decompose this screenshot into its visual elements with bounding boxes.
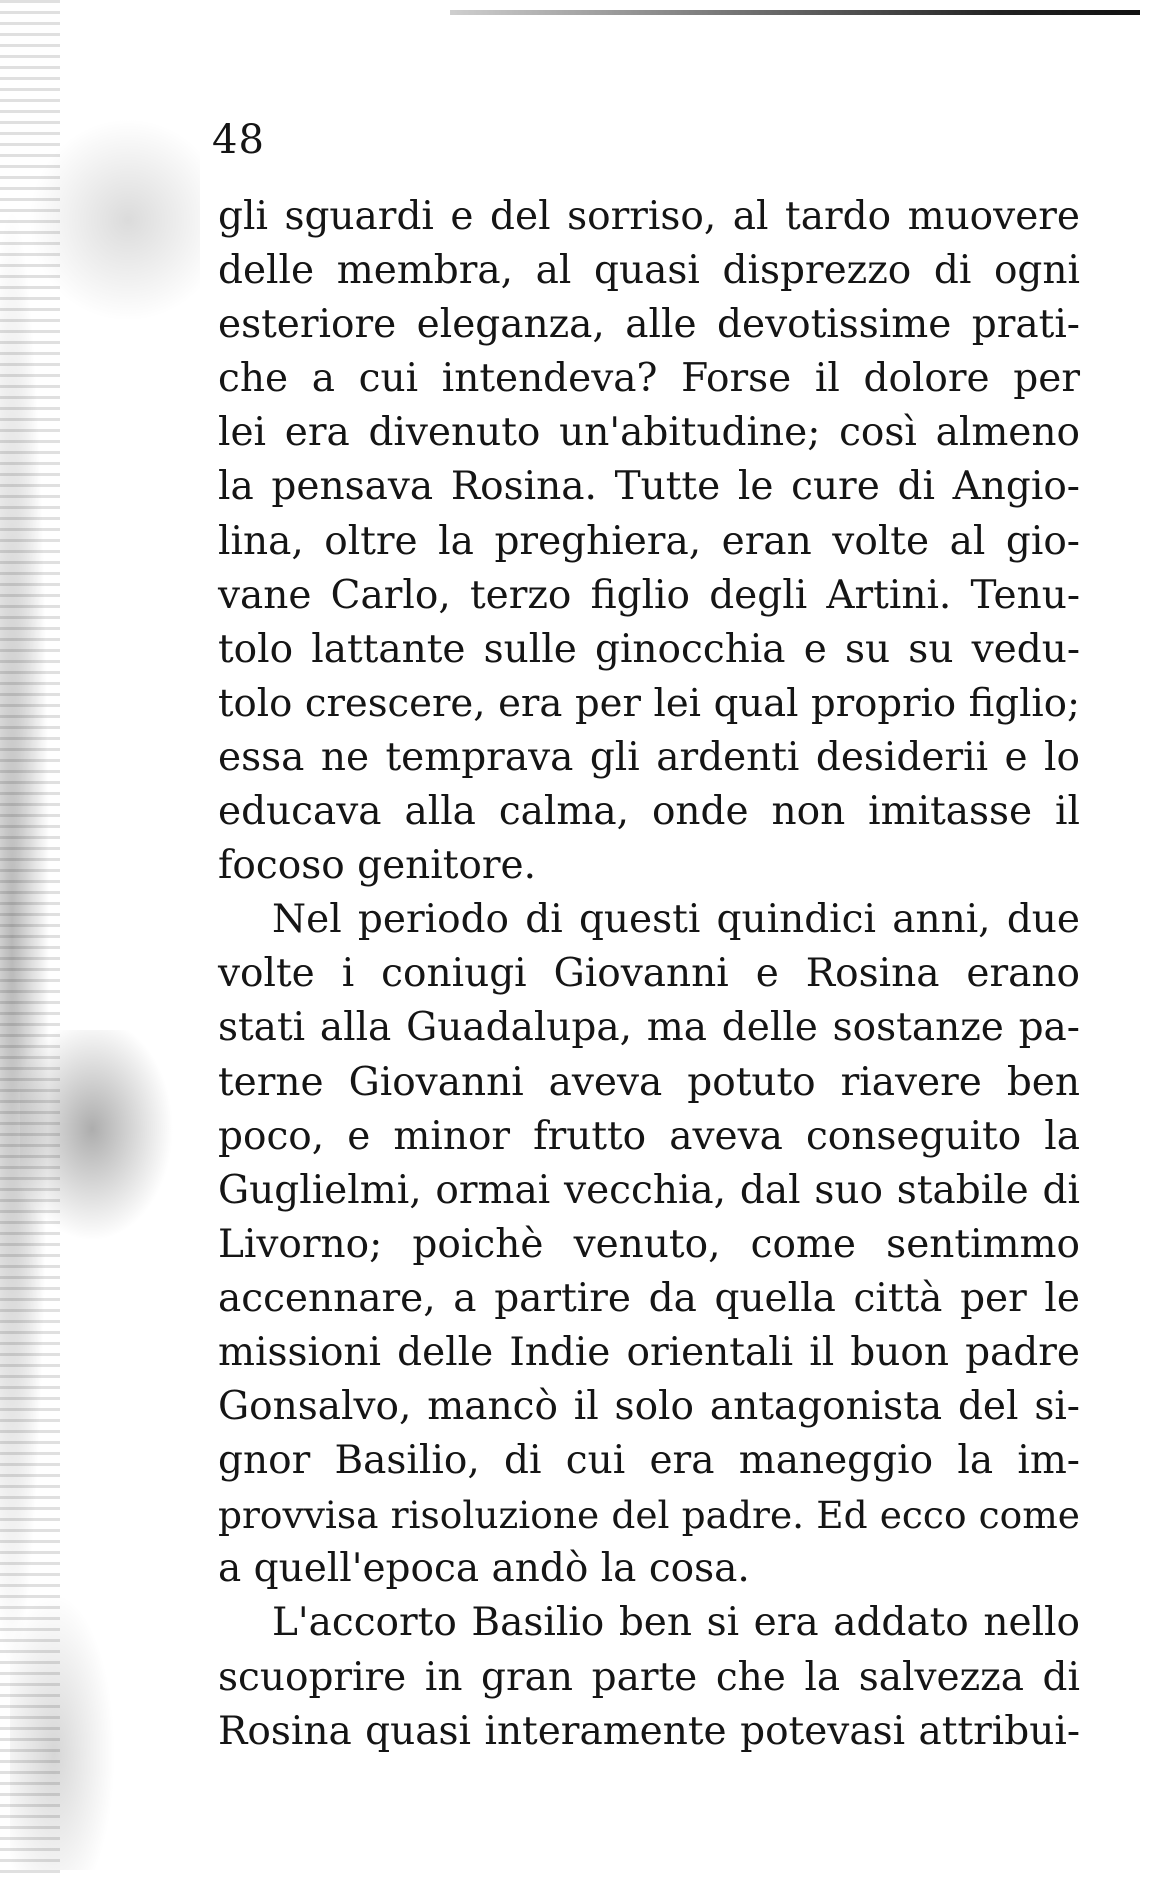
- text-line: missioni delle Indie orientali il buon padre: [218, 1329, 1080, 1375]
- text-line: focoso genitore.: [218, 843, 537, 889]
- text-line: accennare, a partire da quella città per le: [218, 1275, 1080, 1321]
- text-line: Livorno; poichè venuto, come sentimmo: [218, 1221, 1080, 1267]
- text-line: provvisa risoluzione del padre. Ed ecco come: [218, 1493, 1080, 1538]
- text-line: scuoprire in gran parte che la salvezza di: [218, 1654, 1080, 1700]
- text-line: la pensava Rosina. Tutte le cure di Angio-: [218, 464, 1080, 510]
- scan-smudge: [20, 1030, 180, 1250]
- text-line: a quell'epoca andò la cosa.: [218, 1546, 750, 1592]
- top-edge-rule: [450, 10, 1140, 15]
- scan-smudge: [10, 1580, 120, 1870]
- text-line: tolo lattante sulle ginocchia e su su vedu-: [218, 626, 1080, 672]
- text-line: Guglielmi, ormai vecchia, dal suo stabile di: [218, 1167, 1080, 1213]
- text-line: vane Carlo, terzo figlio degli Artini. Tenu-: [218, 572, 1080, 618]
- text-line: educava alla calma, onde non imitasse il: [218, 789, 1080, 835]
- text-line: essa ne temprava gli ardenti desiderii e lo: [218, 734, 1080, 780]
- text-line: Nel periodo di questi quindici anni, due: [272, 897, 1080, 943]
- text-line: Rosina quasi interamente potevasi attribui-: [218, 1708, 1080, 1754]
- text-line: volte i coniugi Giovanni e Rosina erano: [218, 951, 1080, 997]
- text-line: lina, oltre la preghiera, eran volte al gio-: [218, 518, 1080, 564]
- page-number: 48: [212, 117, 265, 163]
- text-line: L'accorto Basilio ben si era addato nello: [272, 1600, 1080, 1646]
- text-line: stati alla Guadalupa, ma delle sostanze pa-: [218, 1005, 1080, 1051]
- scan-smudge: [20, 110, 200, 330]
- text-line: gnor Basilio, di cui era maneggio la im-: [218, 1438, 1080, 1484]
- text-line: delle membra, al quasi disprezzo di ogni: [218, 248, 1080, 294]
- text-line: esteriore eleganza, alle devotissime prati-: [218, 302, 1080, 348]
- text-line: Gonsalvo, mancò il solo antagonista del si-: [218, 1384, 1080, 1430]
- text-line: poco, e minor frutto aveva conseguito la: [218, 1113, 1080, 1159]
- text-line: gli sguardi e del sorriso, al tardo muovere: [218, 194, 1080, 239]
- body-text: [218, 190, 1080, 1759]
- text-line: tolo crescere, era per lei qual proprio figlio;: [218, 680, 1080, 726]
- text-line: lei era divenuto un'abitudine; così almeno: [218, 410, 1080, 456]
- text-line: che a cui intendeva? Forse il dolore per: [218, 356, 1080, 402]
- text-line: terne Giovanni aveva potuto riavere ben: [218, 1059, 1080, 1105]
